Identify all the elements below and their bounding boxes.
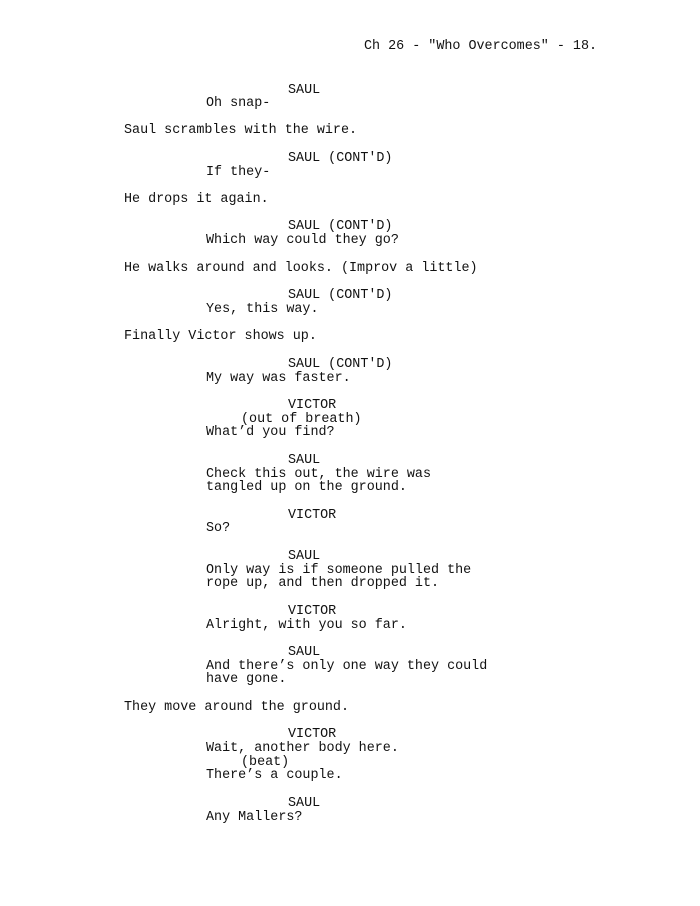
dialogue-line: Any Mallers? — [206, 810, 303, 825]
dialogue-line: Which way could they go? — [206, 233, 399, 248]
parenthetical: (beat) — [241, 755, 290, 770]
dialogue-line: tangled up on the ground. — [206, 480, 407, 495]
dialogue-line: And there’s only one way they could — [206, 659, 488, 674]
character-cue: VICTOR — [288, 727, 337, 742]
character-cue: SAUL — [288, 83, 321, 98]
action-line: He walks around and looks. (Improv a little) — [124, 261, 478, 276]
parenthetical: (out of breath) — [241, 412, 362, 427]
dialogue-line: have gone. — [206, 672, 287, 687]
character-cue: SAUL (CONT'D) — [288, 151, 393, 166]
character-cue: SAUL (CONT'D) — [288, 219, 393, 234]
dialogue-line: If they- — [206, 165, 271, 180]
action-line: They move around the ground. — [124, 700, 349, 715]
action-line: Finally Victor shows up. — [124, 329, 317, 344]
dialogue-line: Yes, this way. — [206, 302, 319, 317]
dialogue-line: Wait, another body here. — [206, 741, 399, 756]
action-line: He drops it again. — [124, 192, 269, 207]
dialogue-line: What’d you find? — [206, 425, 335, 440]
character-cue: SAUL — [288, 453, 321, 468]
dialogue-line: So? — [206, 521, 231, 536]
page-header: Ch 26 - "Who Overcomes" - 18. — [364, 39, 598, 54]
dialogue-line: There’s a couple. — [206, 768, 343, 783]
dialogue-line: Alright, with you so far. — [206, 618, 407, 633]
character-cue: SAUL — [288, 645, 321, 660]
dialogue-line: rope up, and then dropped it. — [206, 576, 440, 591]
dialogue-line: My way was faster. — [206, 371, 351, 386]
character-cue: SAUL (CONT'D) — [288, 288, 393, 303]
character-cue: SAUL — [288, 796, 321, 811]
character-cue: VICTOR — [288, 604, 337, 619]
character-cue: SAUL — [288, 549, 321, 564]
dialogue-line: Only way is if someone pulled the — [206, 563, 472, 578]
action-line: Saul scrambles with the wire. — [124, 123, 358, 138]
character-cue: SAUL (CONT'D) — [288, 357, 393, 372]
dialogue-line: Oh snap- — [206, 96, 271, 111]
dialogue-line: Check this out, the wire was — [206, 467, 431, 482]
character-cue: VICTOR — [288, 398, 337, 413]
character-cue: VICTOR — [288, 508, 337, 523]
